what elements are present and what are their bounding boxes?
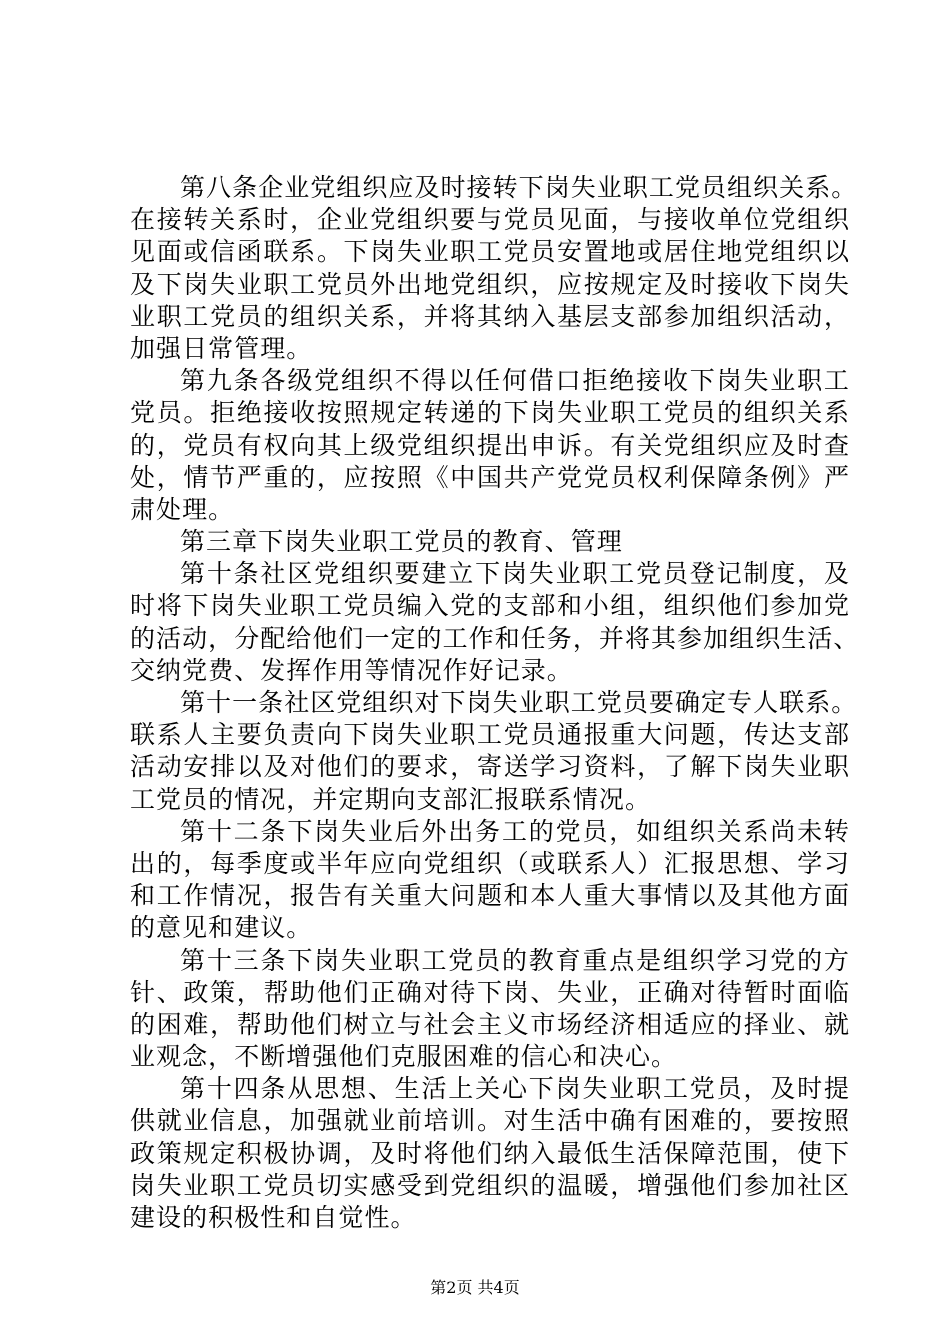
text-line: 联系人主要负责向下岗失业职工党员通报重大问题，传达支部 <box>130 720 850 750</box>
text-line: 第三章下岗失业职工党员的教育、管理 <box>180 527 623 557</box>
text-line: 政策规定积极协调，及时将他们纳入最低生活保障范围，使下 <box>130 1138 850 1168</box>
text-line: 的困难，帮助他们树立与社会主义市场经济相适应的择业、就 <box>130 1009 850 1039</box>
page-footer: 第2页 共4页 <box>430 1278 520 1297</box>
text-line: 工党员的情况，并定期向支部汇报联系情况。 <box>130 784 652 814</box>
text-line: 交纳党费、发挥作用等情况作好记录。 <box>130 655 573 685</box>
text-line: 供就业信息，加强就业前培训。对生活中确有困难的，要按照 <box>130 1106 850 1136</box>
text-line: 的意见和建议。 <box>130 913 313 943</box>
text-line: 及下岗失业职工党员外出地党组织，应按规定及时接收下岗失 <box>130 269 850 299</box>
text-line: 第十一条社区党组织对下岗失业职工党员要确定专人联系。 <box>180 688 858 717</box>
text-line: 见面或信函联系。下岗失业职工党员安置地或居住地党组织以 <box>130 237 850 267</box>
text-line: 第十四条从思想、生活上关心下岗失业职工党员，及时提 <box>180 1074 850 1104</box>
text-line: 的活动，分配给他们一定的工作和任务，并将其参加组织生活、 <box>130 623 860 653</box>
text-line: 业职工党员的组织关系，并将其纳入基层支部参加组织活动， <box>130 301 850 331</box>
text-line: 第十三条下岗失业职工党员的教育重点是组织学习党的方 <box>180 945 850 975</box>
text-line: 处，情节严重的，应按照《中国共产党党员权利保障条例》严 <box>130 462 850 492</box>
text-line: 第十条社区党组织要建立下岗失业职工党员登记制度，及 <box>180 559 850 589</box>
text-line: 第十二条下岗失业后外出务工的党员，如组织关系尚未转 <box>180 816 850 846</box>
text-line: 业观念，不断增强他们克服困难的信心和决心。 <box>130 1042 678 1072</box>
text-line: 建设的积极性和自觉性。 <box>130 1203 417 1232</box>
text-line: 出的，每季度或半年应向党组织（或联系人）汇报思想、学习 <box>130 848 850 878</box>
text-line: 的，党员有权向其上级党组织提出申诉。有关党组织应及时查 <box>130 430 850 460</box>
document-body <box>130 172 860 1234</box>
text-line: 针、政策，帮助他们正确对待下岗、失业，正确对待暂时面临 <box>130 977 850 1007</box>
text-line: 肃处理。 <box>130 494 235 524</box>
text-line: 第八条企业党组织应及时接转下岗失业职工党员组织关系。 <box>180 173 858 202</box>
text-line: 第九条各级党组织不得以任何借口拒绝接收下岗失业职工 <box>180 366 850 396</box>
text-line: 活动安排以及对他们的要求，寄送学习资料，了解下岗失业职 <box>130 752 850 782</box>
text-line: 和工作情况，报告有关重大问题和本人重大事情以及其他方面 <box>130 881 850 911</box>
text-line: 党员。拒绝接收按照规定转递的下岗失业职工党员的组织关系 <box>130 398 850 428</box>
text-line: 加强日常管理。 <box>130 333 313 363</box>
text-line: 在接转关系时，企业党组织要与党员见面，与接收单位党组织 <box>130 205 850 235</box>
text-line: 时将下岗失业职工党员编入党的支部和小组，组织他们参加党 <box>130 591 850 621</box>
text-line: 岗失业职工党员切实感受到党组织的温暖，增强他们参加社区 <box>130 1170 850 1200</box>
